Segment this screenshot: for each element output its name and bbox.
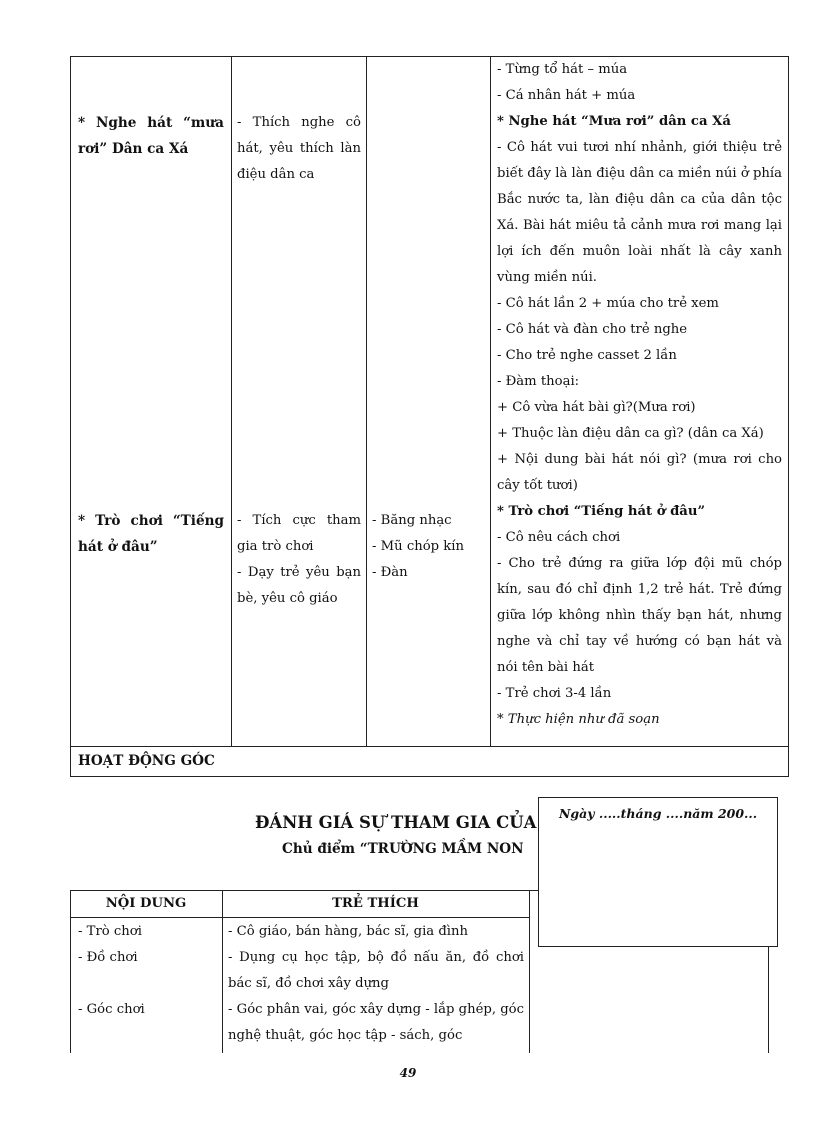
table-border-bottom bbox=[70, 776, 789, 777]
song-heading: * Nghe hát “Mưa rơi” dân ca Xá bbox=[497, 114, 731, 129]
table-col-divider-3 bbox=[490, 56, 491, 746]
procedure-line: - Trẻ chơi 3-4 lần bbox=[497, 686, 612, 701]
table-border-left bbox=[70, 56, 71, 777]
goal-song: - Thích nghe cô hát, yêu thích làn điệu dân ca bbox=[237, 115, 361, 182]
procedure-line: - Đàm thoại: bbox=[497, 374, 580, 389]
goal-game-participate: - Tích cực tham gia trò chơi bbox=[237, 513, 361, 554]
material-item: - Mũ chóp kín bbox=[372, 539, 464, 554]
eval-header-content: NỘI DUNG bbox=[105, 896, 187, 911]
activity-game: * Trò chơi “Tiếng hát ở đâu” bbox=[78, 513, 224, 555]
eval-row-likes: - Góc phân vai, góc xây dựng - lắp ghép, góc nghệ thuật, góc học tập - sách, góc bbox=[228, 1002, 524, 1043]
procedure-line: - Cô hát và đàn cho trẻ nghe bbox=[497, 322, 688, 337]
table-row-divider bbox=[70, 746, 789, 747]
goal-game-love: - Dạy trẻ yêu bạn bè, yêu cô giáo bbox=[237, 565, 361, 606]
table-col-divider-1 bbox=[231, 56, 232, 746]
procedure-column bbox=[497, 57, 782, 733]
procedure-line: + Thuộc làn điệu dân ca gì? (dân ca Xá) bbox=[497, 426, 764, 441]
procedure-line: - Cô nêu cách chơi bbox=[497, 530, 621, 545]
procedure-line: + Nội dung bài hát nói gì? (mưa rơi cho cây tốt tươi) bbox=[497, 452, 782, 493]
activity-song: * Nghe hát “mưa rơi” Dân ca Xá bbox=[78, 115, 224, 157]
table-border-right bbox=[788, 56, 789, 777]
eval-row-content: - Góc chơi bbox=[78, 1002, 145, 1017]
eval-header-likes: TRẺ THÍCH bbox=[332, 896, 419, 911]
procedure-line: + Cô vừa hát bài gì?(Mưa rơi) bbox=[497, 400, 696, 415]
eval-table-col-divider-2 bbox=[529, 890, 530, 1053]
eval-table-header-bottom bbox=[70, 917, 530, 918]
procedure-line: - Cá nhân hát + múa bbox=[497, 88, 636, 103]
table-col-divider-2 bbox=[366, 56, 367, 746]
game-description: - Cho trẻ đứng ra giữa lớp đội mũ chóp kín, sau đó chỉ định 1,2 trẻ hát. Trẻ đứng giữa lớp không nhìn thấy bạn hát, nhưng nghe và chỉ tay về hướng có bạn hát và nói tên bài hát bbox=[497, 556, 782, 675]
corner-activity-row: HOẠT ĐỘNG GÓC bbox=[78, 753, 215, 769]
material-item: - Băng nhạc bbox=[372, 513, 452, 528]
eval-row-likes: - Dụng cụ học tập, bộ đồ nấu ăn, đồ chơi bác sĩ, đồ chơi xây dựng bbox=[228, 950, 524, 991]
eval-row-likes: - Cô giáo, bán hàng, bác sĩ, gia đình bbox=[228, 924, 468, 939]
game-heading: * Trò chơi “Tiếng hát ở đâu” bbox=[497, 504, 706, 519]
eval-table-right bbox=[768, 946, 769, 1053]
procedure-line: - Từng tổ hát – múa bbox=[497, 62, 628, 77]
evaluation-subtitle: Chủ điểm “TRƯỜNG MẦM NON bbox=[282, 841, 524, 857]
song-intro: - Cô hát vui tươi nhí nhảnh, giới thiệu trẻ biết đây là làn điệu dân ca miền núi ở phía Bắc nước ta, làn điệu dân ca của dân tộc Xá. Bài hát miêu tả cảnh mưa rơi mang lại lợi ích đến muôn loài nhất là cây xanh vùng miền núi. bbox=[497, 140, 782, 285]
evaluation-title: ĐÁNH GIÁ SỰ THAM GIA CỦA bbox=[255, 813, 537, 832]
materials-list bbox=[372, 508, 486, 586]
procedure-line: - Cho trẻ nghe casset 2 lần bbox=[497, 348, 677, 363]
date-text: Ngày .....tháng ....năm 200... bbox=[559, 806, 758, 821]
page-number: 49 bbox=[399, 1066, 417, 1080]
eval-row-content: - Trò chơi bbox=[78, 924, 142, 939]
date-box bbox=[538, 797, 778, 947]
procedure-note: * Thực hiện như đã soạn bbox=[497, 712, 660, 727]
eval-row-content: - Đồ chơi bbox=[78, 950, 138, 965]
procedure-line: - Cô hát lần 2 + múa cho trẻ xem bbox=[497, 296, 719, 311]
material-item: - Đàn bbox=[372, 565, 408, 580]
